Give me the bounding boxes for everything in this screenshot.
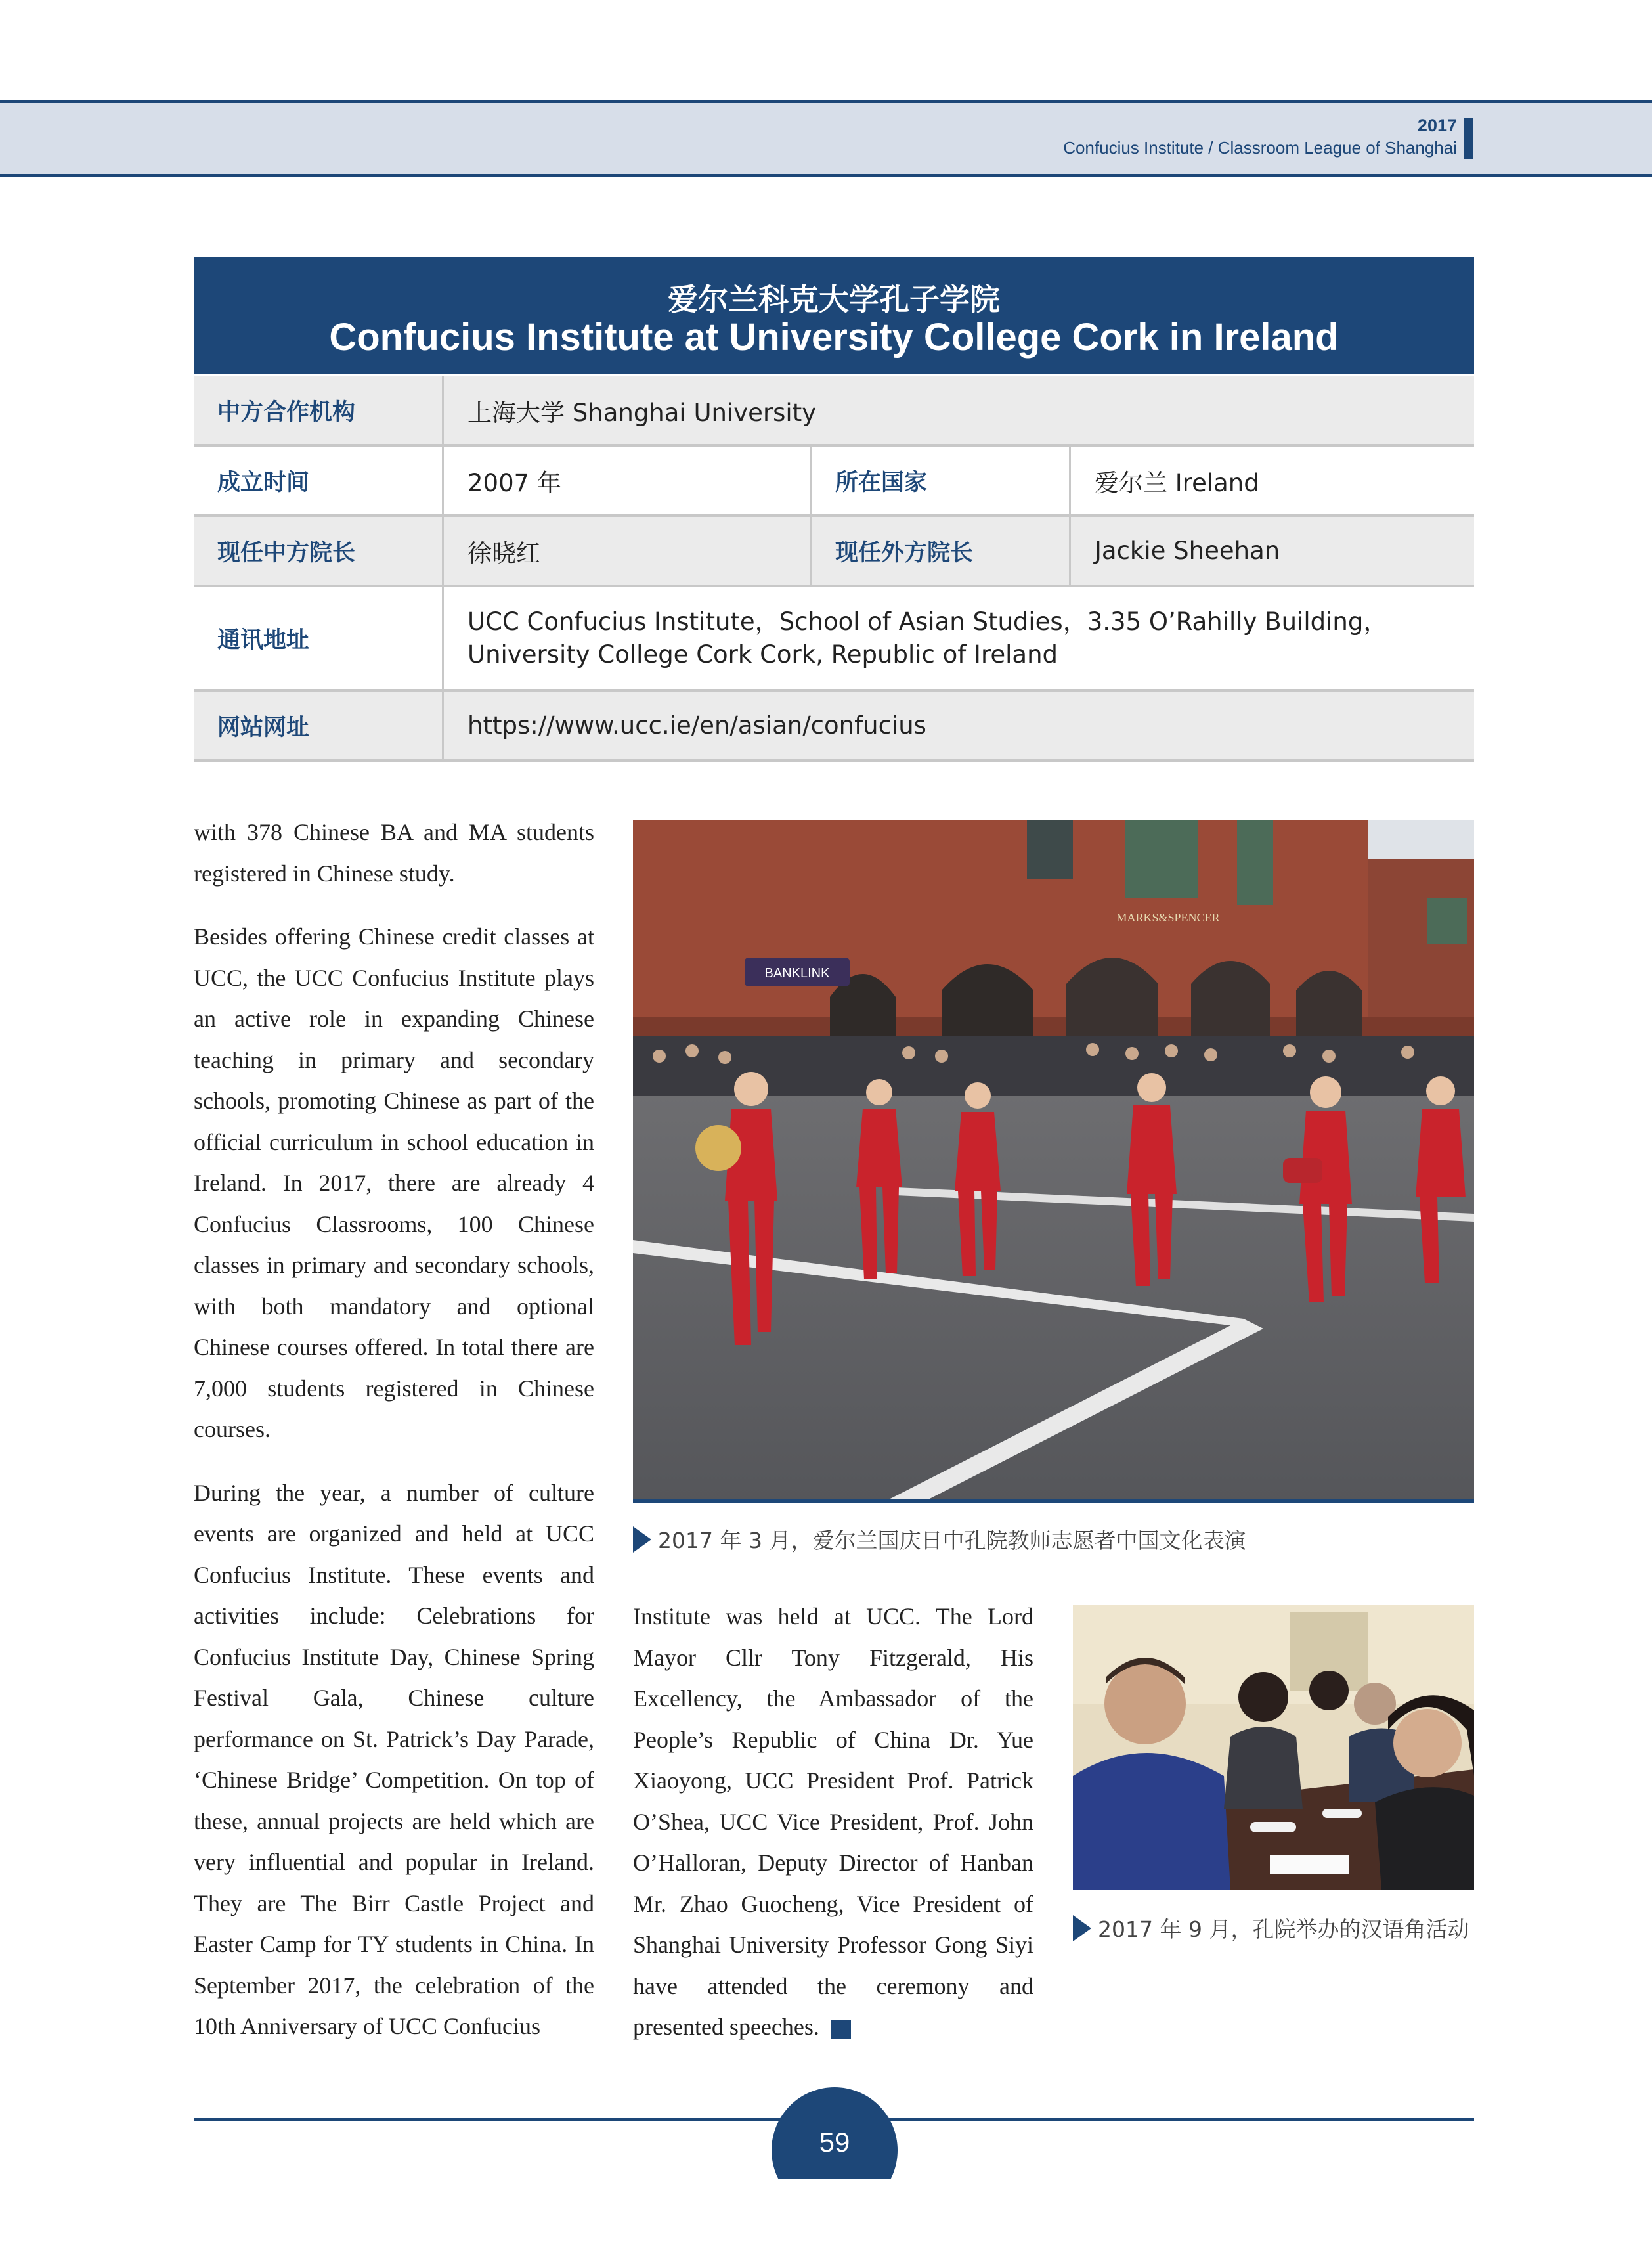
- partner-label: 中方合作机构: [217, 399, 356, 426]
- info-row-address: [194, 587, 1474, 692]
- paragraph-3: During the year, a number of culture events are organized and held at UCC Confucius Institute. These events and activities include: Celebrations for Confucius Institute Day, Chinese Spring Festival Gala, Chinese culture performance on St. Patrick’s Day Parade, ‘Chinese Bridge’ Competition. On top of these, annual projects are held which are very influential and popular in Ireland. They are The Birr Castle Project and Easter Camp for TY students in China. In September 2017, the celebration of the 10th Anniversary of UCC Confucius: [194, 1479, 594, 2039]
- foreign-director-label: 现任外方院长: [835, 539, 974, 566]
- header-year: 2017: [1417, 116, 1457, 135]
- address-value: [444, 587, 1474, 689]
- info-table: [194, 376, 1474, 762]
- left-text-column: [194, 812, 594, 2047]
- info-row-website: [194, 692, 1474, 762]
- parade-photo-image: [633, 820, 1474, 1503]
- paragraph-4: [633, 1596, 1033, 2048]
- country-label: 所在国家: [835, 469, 928, 496]
- paragraph-1: with 378 Chinese BA and MA students registered in Chinese study.: [194, 819, 594, 887]
- paragraph-2: Besides offering Chinese credit classes at UCC, the UCC Confucius Institute plays an active role in expanding Chinese teaching in primary and secondary schools, promoting Chinese as part of the official curriculum in school education in Ireland. In 2017, there are already 4 Confucius Classrooms, 100 Chinese classes in primary and secondary schools, with both mandatory and optional Chinese courses offered. In total there are 7,000 students registered in Chinese courses.: [194, 923, 594, 1442]
- info-row-founded: [194, 447, 1474, 517]
- middle-text-column: [633, 1596, 1033, 2048]
- parade-caption-text: 2017 年 3 月，爱尔兰国庆日中孔院教师志愿者中国文化表演: [658, 1528, 1246, 1553]
- address-line-2: University College Cork Cork, Republic of Ireland: [467, 640, 1058, 669]
- info-row-partner: [194, 376, 1474, 447]
- header-accent-bar: [1464, 118, 1473, 159]
- website-link[interactable]: https://www.ucc.ie/en/asian/confucius: [467, 711, 926, 740]
- bank-sign-text: BANKLINK: [764, 966, 830, 981]
- address-line-1: UCC Confucius Institute，School of Asian Studies，3.35 O’Rahilly Building，: [467, 607, 1388, 636]
- country-value: 爱尔兰 Ireland: [1095, 468, 1259, 497]
- institute-title-cn: 爱尔兰科克大学孔子学院: [668, 282, 1000, 317]
- info-row-directors: [194, 517, 1474, 587]
- partner-value: 上海大学 Shanghai University: [467, 398, 817, 427]
- founded-value: 2007 年: [467, 468, 561, 497]
- chinese-corner-photo-image: [1073, 1605, 1474, 1890]
- footer-mask: [0, 2179, 1652, 2258]
- header-subtitle: Confucius Institute / Classroom League of Shanghai: [1063, 138, 1457, 158]
- cn-director-label: 现任中方院长: [217, 539, 356, 566]
- address-label: 通讯地址: [217, 627, 310, 653]
- store-sign-text: MARKS&SPENCER: [1116, 911, 1220, 924]
- chinese-corner-caption: [1073, 1913, 1469, 1943]
- chinese-corner-photo: [1073, 1605, 1474, 1890]
- caption-arrow-icon: [633, 1526, 651, 1553]
- institute-title-block: [194, 257, 1474, 374]
- chinese-corner-caption-text: 2017 年 9 月，孔院举办的汉语角活动: [1098, 1916, 1469, 1942]
- cn-director-value: 徐晓红: [467, 539, 540, 567]
- paragraph-4-text: Institute was held at UCC. The Lord Mayor Cllr Tony Fitzgerald, His Excellency, the Ambassador of the People’s Republic of China Dr. Yue Xiaoyong, UCC President Prof. Patrick O’Shea, UCC Vice President, Prof. John O’Halloran, Deputy Director of Hanban Mr. Zhao Guocheng, Vice President of Shanghai University Professor Gong Siyi have attended the ceremony and presented speeches.: [633, 1603, 1033, 2040]
- caption-arrow-icon: [1073, 1915, 1091, 1941]
- institute-title-en: Confucius Institute at University College Cork in Ireland: [329, 316, 1339, 359]
- end-of-article-icon: [831, 2020, 851, 2039]
- foreign-director-value: Jackie Sheehan: [1095, 537, 1280, 565]
- parade-photo-caption: [633, 1524, 1246, 1555]
- website-label: 网站网址: [217, 714, 310, 741]
- founded-label: 成立时间: [217, 469, 310, 496]
- parade-photo: [633, 820, 1474, 1503]
- page-number: 59: [819, 2127, 850, 2158]
